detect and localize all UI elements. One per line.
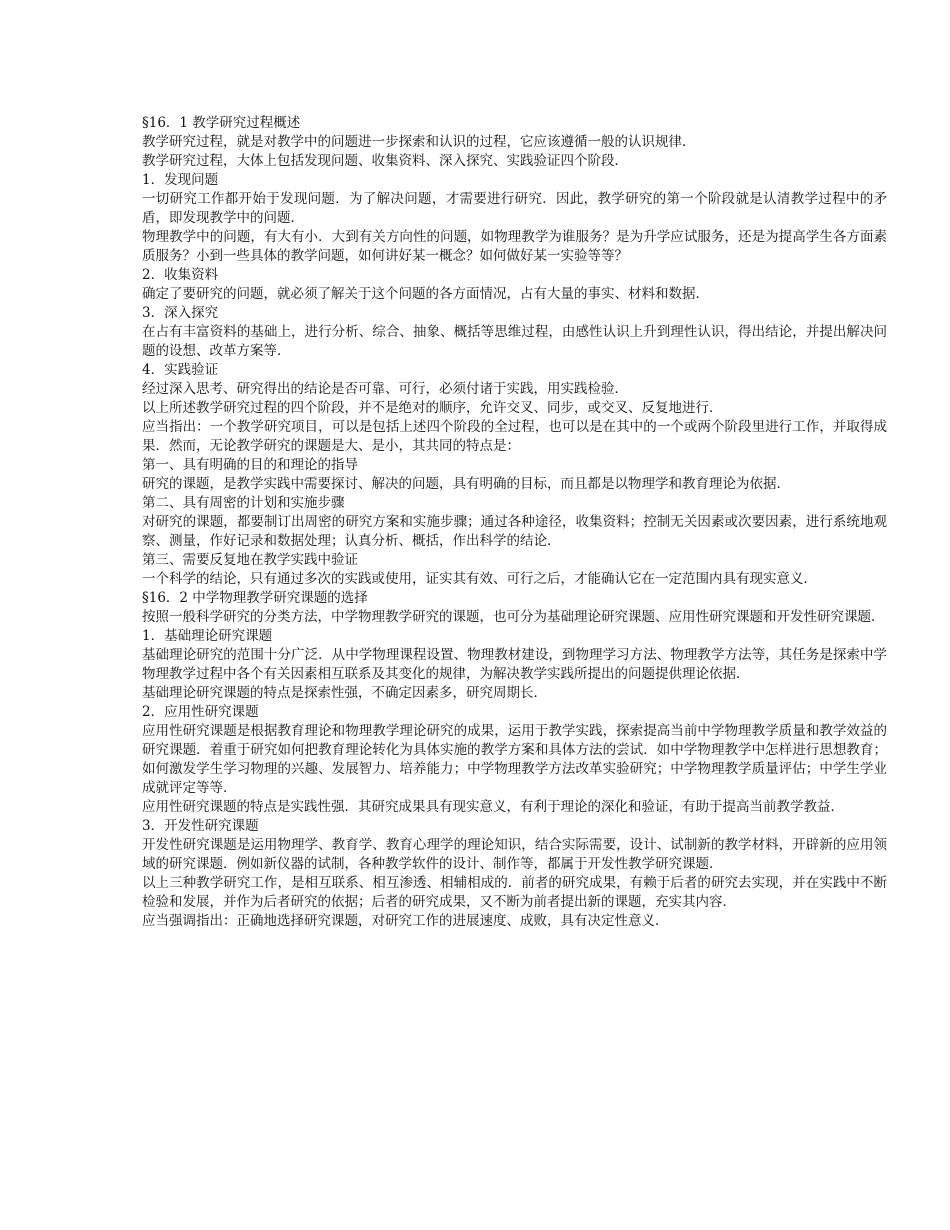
subheading: 1．基础理论研究课题 [142, 628, 273, 644]
section-heading-16-2: §16．2 中学物理教学研究课题的选择 [142, 590, 368, 606]
paragraph: 基础理论研究的范围十分广泛．从中学物理课程设置、物理教材建设，到物理学习方法、物理教学方法等，其任务是探索中学物理教学过程中各个有关因素相互联系及其变化的规律，为解决教学实践所提出的问题提供理论依据． [142, 647, 887, 682]
paragraph: 开发性研究课题是运用物理学、教育学、教育心理学的理论知识，结合实际需要，设计、试制新的教学材料，开辟新的应用领域的研究课题．例如新仪器的试制，各种教学软件的设计、制作等，都属于开发性教学研究课题． [142, 837, 887, 872]
paragraph: 对研究的课题，都要制订出周密的研究方案和实施步骤；通过各种途径，收集资料；控制无关因素或次要因素，进行系统地观察、测量，作好记录和数据处理；认真分析、概括，作出科学的结论． [142, 514, 887, 549]
paragraph: 一个科学的结论，只有通过多次的实践或使用，证实其有效、可行之后，才能确认它在一定范围内具有现实意义． [142, 571, 817, 587]
paragraph: 教学研究过程，大体上包括发现问题、收集资料、深入探究、实践验证四个阶段． [142, 153, 628, 169]
paragraph: 研究的课题，是教学实践中需要探讨、解决的问题，具有明确的目标，而且都是以物理学和教育理论为依据． [142, 476, 790, 492]
paragraph: 物理教学中的问题，有大有小．大到有关方向性的问题，如物理教学为谁服务？是为升学应试服务，还是为提高学生各方面素质服务？小到一些具体的教学问题，如何讲好某一概念？如何做好某一实验等等？ [142, 229, 887, 264]
paragraph: 在占有丰富资料的基础上，进行分析、综合、抽象、概括等思维过程，由感性认识上升到理性认识，得出结论，并提出解决问题的设想、改革方案等． [142, 324, 887, 359]
paragraph: 按照一般科学研究的分类方法，中学物理教学研究的课题，也可分为基础理论研究课题、应用性研究课题和开发性研究课题． [142, 609, 885, 625]
subheading: 4．实践验证 [142, 362, 219, 378]
paragraph: 应当强调指出：正确地选择研究课题，对研究工作的进展速度、成败，具有决定性意义． [142, 913, 669, 929]
paragraph: 确定了要研究的问题，就必须了解关于这个问题的各方面情况，占有大量的事实、材料和数据． [142, 286, 709, 302]
subheading: 第二、具有周密的计划和实施步骤 [142, 495, 345, 511]
paragraph: 应用性研究课题是根据教育理论和物理教学理论研究的成果，运用于教学实践，探索提高当前中学物理教学质量和教学效益的研究课题．着重于研究如何把教育理论转化为具体实施的教学方案和具体方法的尝试．如中学物理教学中怎样进行思想教育；如何激发学生学习物理的兴趣、发展智力、培养能力；中学物理教学方法改革实验研究；中学物理教学质量评估；中学生学业成就评定等等． [142, 723, 887, 796]
subheading: 3．开发性研究课题 [142, 818, 259, 834]
paragraph: 应用性研究课题的特点是实践性强．其研究成果具有现实意义，有利于理论的深化和验证，有助于提高当前教学教益． [142, 799, 844, 815]
paragraph: 基础理论研究课题的特点是探索性强，不确定因素多，研究周期长． [142, 685, 547, 701]
paragraph: 一切研究工作都开始于发现问题．为了解决问题，才需要进行研究．因此，教学研究的第一个阶段就是认清教学过程中的矛盾，即发现教学中的问题． [142, 191, 887, 226]
section-heading-16-1: §16．1 教学研究过程概述 [142, 115, 301, 131]
subheading: 2．收集资料 [142, 267, 219, 283]
document-page [142, 114, 887, 931]
paragraph: 以上三种教学研究工作，是相互联系、相互渗透、相辅相成的．前者的研究成果，有赖于后者的研究去实现，并在实践中不断检验和发展，并作为后者研究的依据；后者的研究成果，又不断为前者提出新的课题，充实其内容． [142, 875, 887, 910]
paragraph: 经过深入思考、研究得出的结论是否可靠、可行，必须付诸于实践，用实践检验． [142, 381, 628, 397]
paragraph: 教学研究过程，就是对教学中的问题进一步探索和认识的过程，它应该遵循一般的认识规律． [142, 134, 696, 150]
subheading: 2．应用性研究课题 [142, 704, 259, 720]
subheading: 第三、需要反复地在教学实践中验证 [142, 552, 358, 568]
paragraph: 应当指出：一个教学研究项目，可以是包括上述四个阶段的全过程，也可以是在其中的一个或两个阶段里进行工作，并取得成果．然而，无论教学研究的课题是大、是小，其共同的特点是： [142, 419, 887, 454]
paragraph: 以上所述教学研究过程的四个阶段，并不是绝对的顺序，允许交叉、同步，或交叉、反复地进行． [142, 400, 723, 416]
subheading: 第一、具有明确的目的和理论的指导 [142, 457, 358, 473]
subheading: 1．发现问题 [142, 172, 219, 188]
subheading: 3．深入探究 [142, 305, 219, 321]
